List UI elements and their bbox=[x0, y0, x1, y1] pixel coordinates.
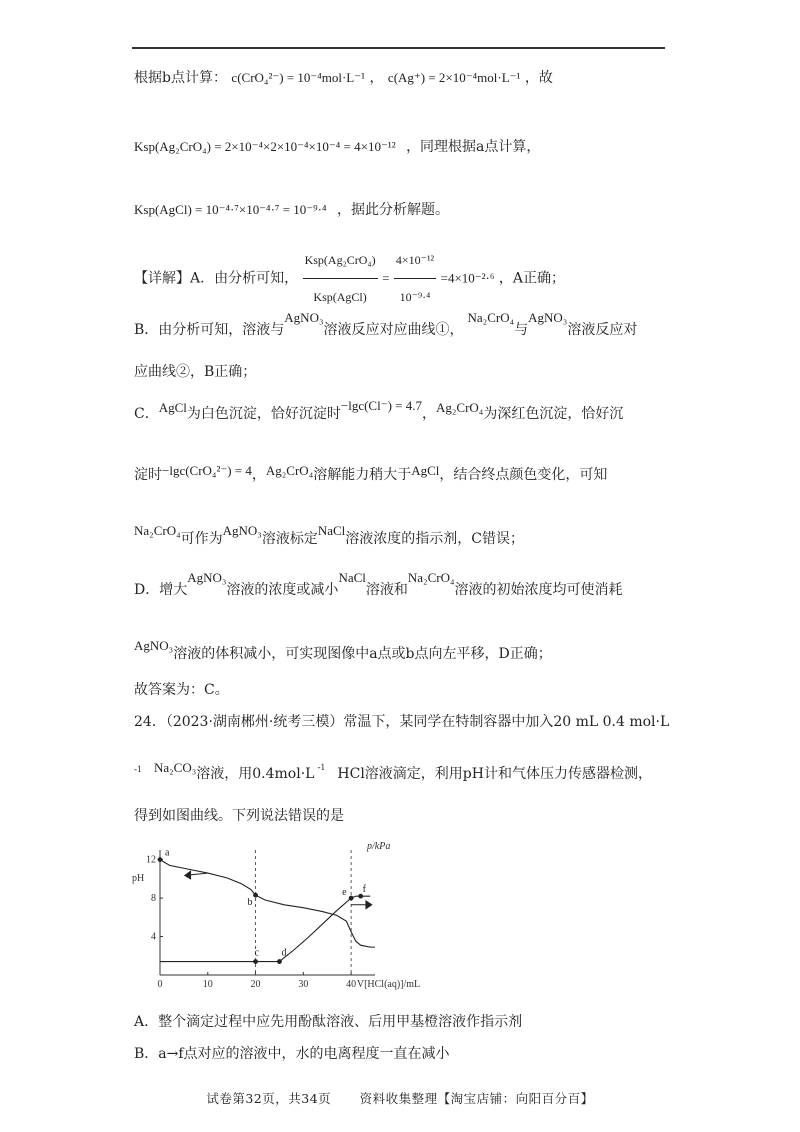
option-b-line-1: B．由分析可知，溶液与AgNO₃溶液反应对应曲线①，Na₂CrO₄与AgNO₃溶液反应对 bbox=[134, 310, 638, 338]
x-tick-label-0: 0 bbox=[157, 979, 163, 990]
answer-line: 故答案为：C。 bbox=[134, 682, 229, 698]
question-24-line-2: $^{-1}$ Na₂CO₃溶液，用0.4mol·L $^{-1}$ HCl溶液滴定，利用pH计和气体压力传感器检测， bbox=[134, 760, 652, 782]
detail-a-line: 【详解】A．由分析可知， $\frac{\text{Ksp(Ag₂CrO₄)}}{\text{Ksp(AgCl)}}$ = $\frac{\text{4×10⁻¹²}}{\text{10⁻⁹·⁴}}$ =4×10⁻²·⁶ ，A正确； bbox=[134, 242, 565, 315]
option-c-line-3: Na₂CrO₄可作为AgNO₃溶液标定NaCl溶液浓度的指示剂，C错误； bbox=[134, 523, 524, 547]
y-tick-label-12: 12 bbox=[146, 854, 156, 866]
ksp-ratio-fraction: $\frac{\text{Ksp(Ag₂CrO₄)}}{\text{Ksp(AgCl)}}$ bbox=[303, 242, 378, 315]
option-b-line-2: 应曲线②，B正确； bbox=[134, 364, 257, 380]
series-pH bbox=[160, 860, 375, 948]
ph-arrow-head bbox=[184, 870, 191, 880]
ksp-ag2cro4-line: Ksp(Ag₂CrO₄) = 2×10⁻⁴×2×10⁻⁴×10⁻⁴ = 4×10⁻¹² ，同理根据a点计算， bbox=[134, 139, 541, 155]
point-label-d: d bbox=[281, 947, 287, 959]
ksp-value-fraction: $\frac{\text{4×10⁻¹²}}{\text{10⁻⁹·⁴}}$ bbox=[394, 242, 436, 315]
option-c-line-1: C．AgCl为白色沉淀，恰好沉淀时−lgc(Cl⁻) = 4.7，Ag₂CrO₄为深红色沉淀，恰好沉 bbox=[134, 398, 624, 422]
titration-chart bbox=[130, 835, 421, 1005]
x-tick-label-40: 40 bbox=[346, 979, 357, 990]
pressure-arrow-head bbox=[365, 900, 372, 910]
point-label-c: c bbox=[254, 947, 260, 959]
option-d-line-2: AgNO₃溶液的体积减小，可实现图像中a点或b点向左平移，D正确； bbox=[134, 638, 552, 662]
point-e bbox=[349, 896, 354, 901]
point-c bbox=[253, 959, 258, 964]
ph-direction-arrow bbox=[189, 873, 208, 875]
ksp-agcl-expr: Ksp(AgCl) = 10⁻⁴·⁷×10⁻⁴·⁷ = 10⁻⁹·⁴ bbox=[134, 202, 327, 217]
ksp-agcl-line: Ksp(AgCl) = 10⁻⁴·⁷×10⁻⁴·⁷ = 10⁻⁹·⁴ ，据此分析解题。 bbox=[134, 202, 449, 218]
y-axis-label-right: p/kPa bbox=[367, 841, 391, 852]
option-c-line-2: 淀时−lgc(CrO₄²⁻) = 4，Ag₂CrO₄溶解能力稍大于AgCl，结合终点颜色变化，可知 bbox=[134, 463, 608, 483]
option-d-line-1: D．增大AgNO₃溶液的浓度或减小NaCl溶液和Na₂CrO₄溶液的初始浓度均可使消耗 bbox=[134, 570, 623, 598]
point-label-f: f bbox=[362, 884, 367, 896]
point-d bbox=[277, 959, 282, 964]
series-pressure bbox=[160, 896, 370, 961]
choice-b: B．a→f点对应的溶液中，水的电离程度一直在减小 bbox=[134, 1046, 450, 1062]
y-axis-label-left: pH bbox=[132, 872, 145, 884]
c-cro4-expr: c(CrO₄²⁻) = 10⁻⁴mol·L⁻¹ bbox=[231, 70, 366, 85]
page-footer bbox=[0, 1089, 800, 1107]
point-label-e: e bbox=[342, 887, 347, 899]
y-tick-label-4: 4 bbox=[151, 931, 156, 943]
x-tick-label-10: 10 bbox=[202, 979, 213, 990]
point-label-a: a bbox=[165, 847, 170, 859]
x-axis-label: V[HCl(aq)]/mL bbox=[356, 979, 421, 990]
x-tick-label-20: 20 bbox=[250, 979, 261, 990]
c-ag-expr: c(Ag⁺) = 2×10⁻⁴mol·L⁻¹ bbox=[387, 70, 521, 85]
analysis-b-point-line: 根据b点计算： c(CrO₄²⁻) = 10⁻⁴mol·L⁻¹ ， c(Ag⁺) = 2×10⁻⁴mol·L⁻¹ ，故 bbox=[134, 70, 553, 86]
question-24-line-1: 24．（2023·湖南郴州·统考三模）常温下，某同学在特制容器中加入20 mL 0.4 mol·L bbox=[134, 714, 670, 730]
y-tick-label-8: 8 bbox=[151, 893, 156, 905]
page-number: 试卷第32页，共34页 bbox=[206, 1091, 332, 1106]
choice-a: A．整个滴定过程中应先用酚酞溶液、后用甲基橙溶液作指示剂 bbox=[134, 1014, 523, 1030]
point-label-b: b bbox=[247, 897, 253, 909]
point-b bbox=[253, 893, 258, 898]
x-tick-label-30: 30 bbox=[298, 979, 309, 990]
point-a bbox=[158, 857, 163, 862]
ksp-ag2cro4-expr: Ksp(Ag₂CrO₄) = 2×10⁻⁴×2×10⁻⁴×10⁻⁴ = 4×10⁻¹² bbox=[134, 139, 396, 154]
question-24-line-3: 得到如图曲线。下列说法错误的是 bbox=[134, 808, 344, 824]
source-credit: 资料收集整理【淘宝店铺：向阳百分百】 bbox=[359, 1091, 594, 1106]
header-rule bbox=[132, 47, 665, 49]
